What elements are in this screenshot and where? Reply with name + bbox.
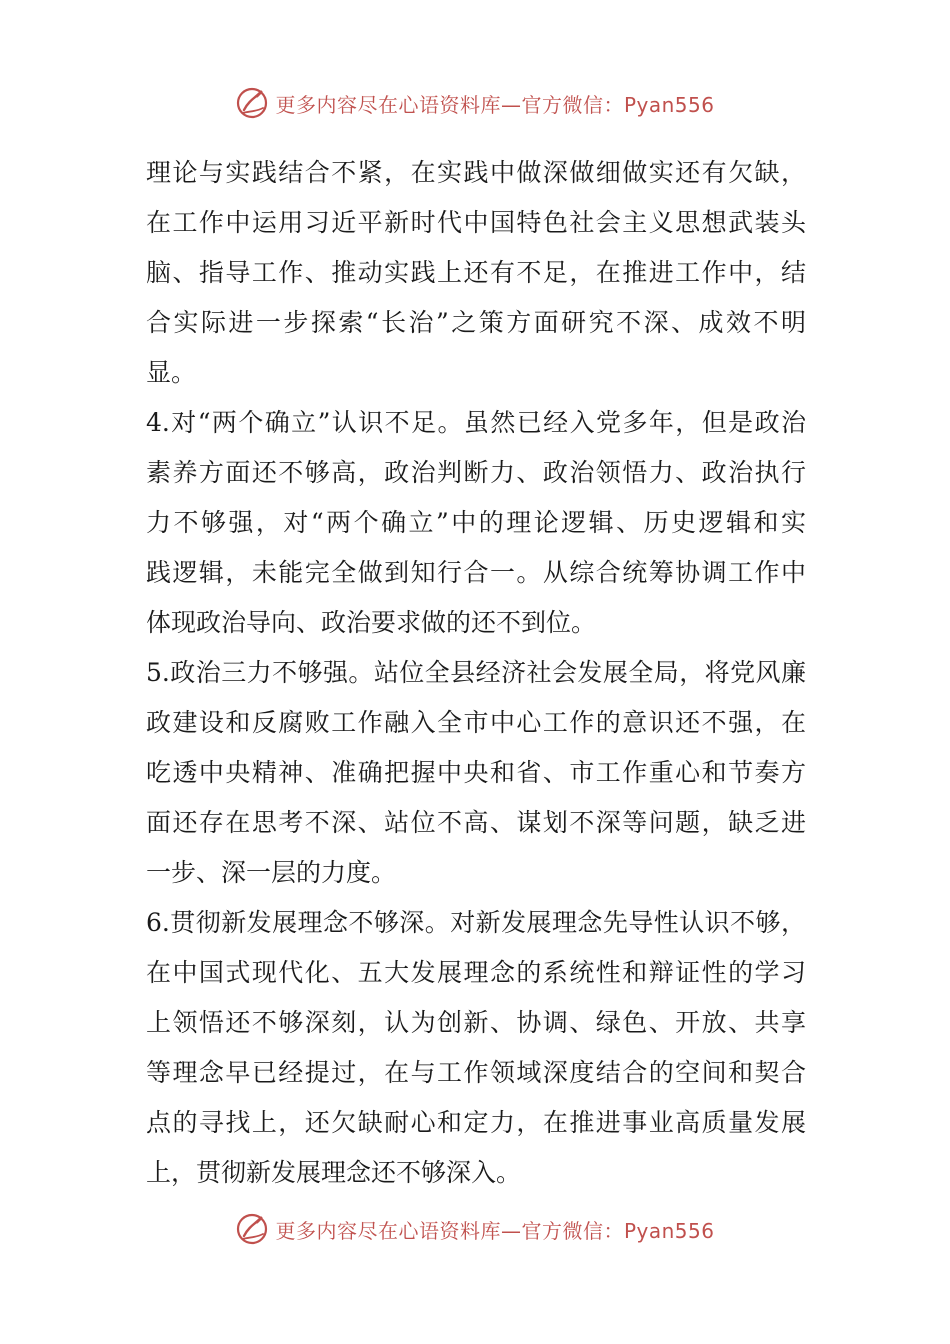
header-watermark	[0, 86, 950, 120]
text-line: 点的寻找上，还欠缺耐心和定力，在推进事业高质量发展	[146, 1108, 806, 1137]
watermark-text: 更多内容尽在心语资料库—官方微信：Pyan556	[275, 1218, 715, 1243]
text-line: 面还存在思考不深、站位不高、谋划不深等问题，缺乏进	[146, 808, 806, 837]
text-line: 合实际进一步探索“长治”之策方面研究不深、成效不明	[146, 308, 806, 337]
document-body	[146, 148, 806, 1198]
text-line: 在中国式现代化、五大发展理念的系统性和辩证性的学习	[146, 958, 806, 987]
paragraph-4-heading-line: 4.对“两个确立”认识不足。虽然已经入党多年，但是政治	[146, 408, 806, 437]
text-line: 吃透中央精神、准确把握中央和省、市工作重心和节奏方	[146, 758, 806, 787]
text-line: 政建设和反腐败工作融入全市中心工作的意识还不强，在	[146, 708, 806, 737]
text-line: 在工作中运用习近平新时代中国特色社会主义思想武装头	[146, 208, 806, 237]
paragraph-5-heading-line: 5.政治三力不够强。站位全县经济社会发展全局，将党风廉	[146, 658, 806, 687]
text-line: 力不够强，对“两个确立”中的理论逻辑、历史逻辑和实	[146, 508, 806, 537]
text-line: 体现政治导向、政治要求做的还不到位。	[146, 608, 597, 637]
pen-signature-icon	[235, 1212, 269, 1246]
text-line: 显。	[146, 358, 197, 387]
text-line: 脑、指导工作、推动实践上还有不足，在推进工作中，结	[146, 258, 806, 287]
text-line: 上，贯彻新发展理念还不够深入。	[146, 1158, 522, 1187]
text-line: 素养方面还不够高，政治判断力、政治领悟力、政治执行	[146, 458, 806, 487]
text-line: 一步、深一层的力度。	[146, 858, 397, 887]
text-line: 理论与实践结合不紧，在实践中做深做细做实还有欠缺，	[146, 158, 806, 187]
text-line: 等理念早已经提过，在与工作领域深度结合的空间和契合	[146, 1058, 806, 1087]
paragraph-6-heading-line: 6.贯彻新发展理念不够深。对新发展理念先导性认识不够，	[146, 908, 806, 937]
text-line: 上领悟还不够深刻，认为创新、协调、绿色、开放、共享	[146, 1008, 806, 1037]
pen-signature-icon	[235, 86, 269, 120]
footer-watermark	[0, 1212, 950, 1246]
text-line: 践逻辑，未能完全做到知行合一。从综合统筹协调工作中	[146, 558, 806, 587]
watermark-text: 更多内容尽在心语资料库—官方微信：Pyan556	[275, 92, 715, 117]
